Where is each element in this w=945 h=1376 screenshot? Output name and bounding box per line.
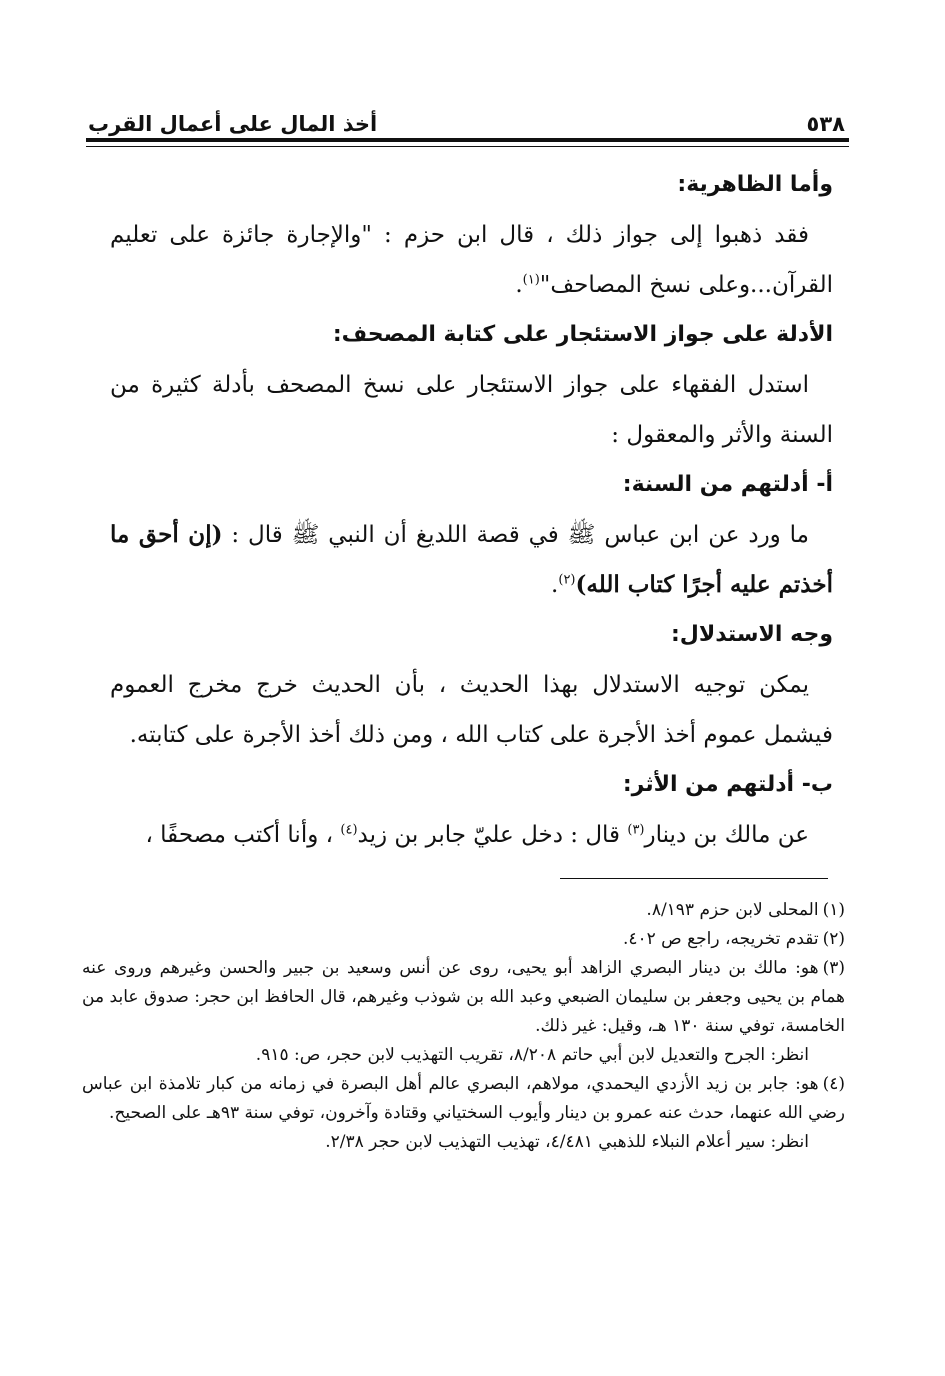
section-heading-athar: ب- أدلتهم من الأثر:: [622, 772, 833, 797]
athar-part-1: عن مالك بن دينار: [644, 822, 809, 848]
paragraph-hadith: [110, 510, 833, 610]
hadith-intro: ما ورد عن ابن عباس ﷺ في قصة اللديغ أن النبي ﷺ قال :: [222, 522, 810, 548]
athar-part-3: ، وأنا أكتب مصحفًا ،: [145, 822, 341, 848]
footnote-ref-2: (٢): [558, 572, 576, 588]
paragraph-fuqaha: استدل الفقهاء على جواز الاستئجار على نسخ المصحف بأدلة كثيرة من السنة والأثر والمعقول :: [110, 372, 833, 448]
section-heading-inference: وجه الاستدلال:: [670, 622, 833, 647]
footnote-ref-3: (٣): [627, 822, 645, 838]
paragraph-end: .: [551, 572, 559, 598]
footnote-3: [82, 954, 845, 1041]
header-rule-thick: [86, 138, 849, 142]
paragraph-text: فقد ذهبوا إلى جواز ذلك ، قال ابن حزم : "والإجارة جائزة على تعليم القرآن...وعلى نسخ المصاحف": [110, 222, 833, 298]
footnote-text: المحلى لابن حزم ٨/١٩٣.: [646, 900, 819, 920]
footnote-separator: [560, 878, 828, 879]
header-rule-thin: [86, 146, 849, 147]
footnote-text: تقدم تخريجه، راجع ص ٤٠٢.: [622, 929, 819, 949]
running-title: أخذ المال على أعمال القرب: [88, 112, 378, 136]
footnote-number: (١): [822, 900, 845, 920]
paragraph-end: .: [515, 272, 523, 298]
footnote-4-references: انظر: سير أعلام النبلاء للذهبي ٤/٤٨١، تهذيب التهذيب لابن حجر ٢/٣٨.: [325, 1132, 809, 1152]
page-number: ٥٣٨: [806, 112, 845, 136]
footnote-ref-4: (٤): [340, 822, 358, 838]
footnote-ref-1: (١): [522, 272, 540, 288]
footnotes: [82, 896, 845, 1157]
section-heading-sunnah: أ- أدلتهم من السنة:: [622, 472, 833, 497]
footnote-number: (٤): [822, 1074, 845, 1094]
running-head: [88, 96, 845, 136]
athar-part-2: قال : دخل عليّ جابر بن زيد: [357, 822, 628, 848]
footnote-4: [82, 1070, 845, 1128]
footnote-1: [82, 896, 845, 925]
footnote-3-references: انظر: الجرح والتعديل لابن أبي حاتم ٨/٢٠٨، تقريب التهذيب لابن حجر، ص: ٩١٥.: [255, 1045, 809, 1065]
footnote-2: [82, 925, 845, 954]
section-heading-zahiriyya: وأما الظاهرية:: [677, 172, 833, 197]
section-heading-evidence: الأدلة على جواز الاستئجار على كتابة المصحف:: [332, 322, 833, 347]
main-text: [110, 160, 833, 860]
footnote-number: (٢): [822, 929, 845, 949]
hadith-text: (إن أحق ما أخذتم عليه أجرًا كتاب الله): [110, 521, 833, 598]
footnote-text: هو: جابر بن زيد الأزدي اليحمدي، مولاهم، البصري عالم أهل البصرة في زمانه من كبار تلامذة ابن عباس رضي الله عنهما، حدث عنه عمرو بن دينار وأيوب السختياني وقتادة وآخرون، توفي سنة ٩٣هـ على الصحيح.: [82, 1074, 845, 1123]
footnote-number: (٣): [822, 958, 845, 978]
paragraph-inference: يمكن توجيه الاستدلال بهذا الحديث ، بأن الحديث خرج مخرج العموم فيشمل عموم أخذ الأجرة على كتاب الله ، ومن ذلك أخذ الأجرة على كتابته.: [110, 672, 833, 748]
paragraph-athar: [110, 810, 833, 860]
footnote-text: هو: مالك بن دينار البصري الزاهد أبو يحيى، روى عن أنس وسعيد بن جبير والحسن وغيرهم وروى عنه همام بن يحيى وجعفر بن سليمان الضبعي وعبد الله بن شوذب وغيرهم، قال الحافظ ابن حجر: صدوق عابد من الخامسة، توفي سنة ١٣٠ هـ، وقيل: غير ذلك.: [82, 958, 845, 1036]
paragraph-ibn-hazm: [110, 210, 833, 310]
